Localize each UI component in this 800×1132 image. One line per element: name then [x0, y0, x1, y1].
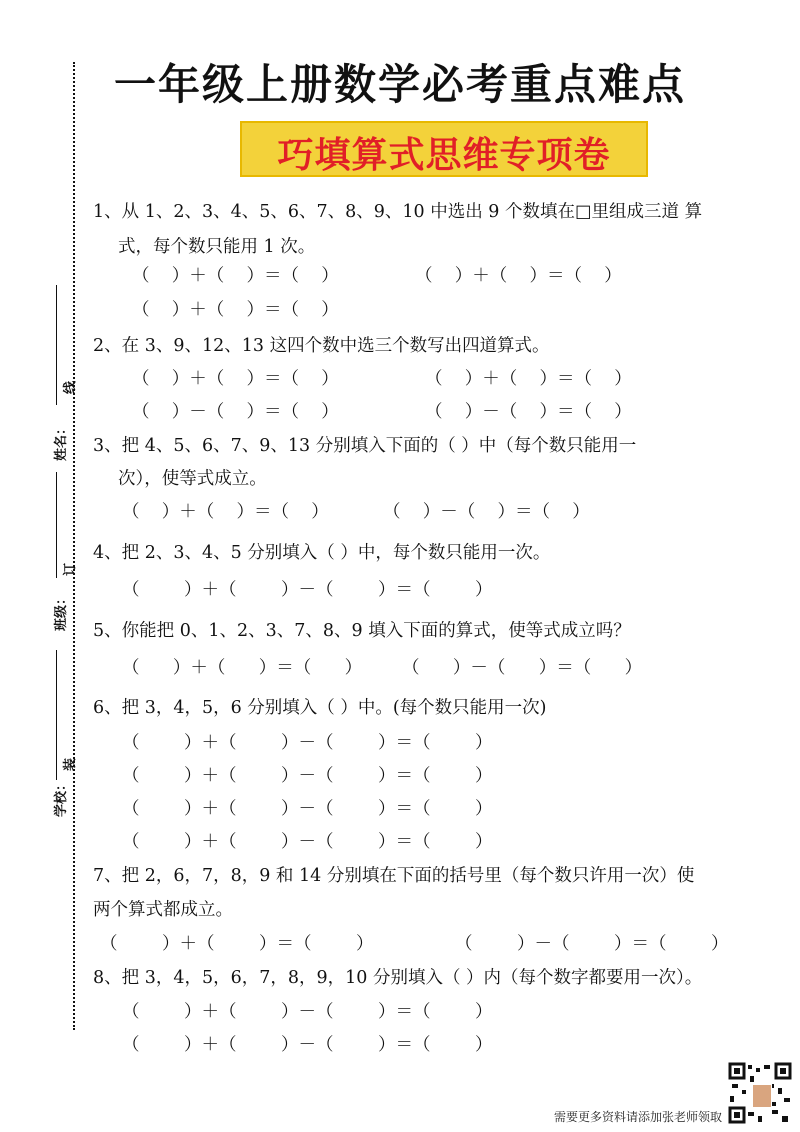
subtitle: 巧填算式思维专项卷 — [277, 135, 611, 176]
equation-blank[interactable]: （ ）＋（ ）＝（ ） — [425, 369, 632, 389]
question-7-continued: 两个算式都成立。 — [93, 900, 233, 920]
equation-blank[interactable]: （ ）－（ ）＝（ ） — [402, 658, 643, 678]
equation-blank[interactable]: （ ）＋（ ）－（ ）＝（ ） — [122, 1002, 493, 1022]
question-5: 5、你能把 0、1、2、3、7、8、9 填入下面的算式，使等式成立吗？ — [93, 621, 631, 641]
equation-blank[interactable]: （ ）－（ ）＝（ ） — [383, 502, 590, 522]
question-4: 4、把 2、3、4、5 分别填入（ ）中，每个数只能用一次。 — [93, 543, 551, 563]
question-7: 7、把 2，6，7，8，9 和 14 分别填在下面的括号里（每个数只许用一次）使 — [93, 866, 695, 886]
question-8: 8、把 3，4，5，6，7，8，9，10 分别填入（ ）内（每个数字都要用一次）。 — [93, 968, 703, 988]
binding-mark-line: 线 — [63, 380, 79, 395]
class-label: 班级： — [54, 591, 70, 632]
question-2: 2、在 3、9、12、13 这四个数中选三个数写出四道算式。 — [93, 336, 550, 356]
equation-blank[interactable]: （ ）－（ ）＝（ ） — [455, 934, 729, 954]
question-3-continued: 次），使等式成立。 — [118, 469, 267, 489]
equation-blank[interactable]: （ ）＋（ ）－（ ）＝（ ） — [122, 1035, 493, 1055]
equation-blank[interactable]: （ ）＋（ ）＝（ ） — [132, 369, 339, 389]
question-6: 6、把 3，4，5，6 分别填入（ ）中。(每个数只能用一次) — [93, 698, 547, 718]
binding-dotted-line — [73, 62, 75, 1030]
equation-blank[interactable]: （ ）＋（ ）－（ ）＝（ ） — [122, 580, 493, 600]
binding-mark-staple: 订 — [63, 562, 79, 577]
equation-blank[interactable]: （ ）－（ ）＝（ ） — [425, 402, 632, 422]
equation-blank[interactable]: （ ）＋（ ）＝（ ） — [415, 266, 622, 286]
equation-blank[interactable]: （ ）＋（ ）＝（ ） — [122, 502, 329, 522]
question-1: 1、从 1、2、3、4、5、6、7、8、9、10 中选出 9 个数填在□里组成三道 算 — [93, 202, 703, 222]
equation-blank[interactable]: （ ）－（ ）＝（ ） — [132, 402, 339, 422]
equation-blank[interactable]: （ ）＋（ ）－（ ）＝（ ） — [122, 799, 493, 819]
footer-note: 需要更多资料请添加张老师领取 — [554, 1110, 723, 1124]
avatar — [752, 1084, 772, 1108]
question-1-continued: 式，每个数只能用 1 次。 — [118, 237, 316, 257]
page-title: 一年级上册数学必考重点难点 — [113, 60, 686, 109]
class-blank-line — [56, 472, 57, 578]
equation-blank[interactable]: （ ）＋（ ）＝（ ） — [100, 934, 374, 954]
equation-blank[interactable]: （ ）＋（ ）＝（ ） — [132, 300, 339, 320]
question-3: 3、把 4、5、6、7、9、13 分别填入下面的（ ）中（每个数只能用一 — [93, 436, 637, 456]
equation-blank[interactable]: （ ）＋（ ）－（ ）＝（ ） — [122, 766, 493, 786]
equation-blank[interactable]: （ ）＋（ ）－（ ）＝（ ） — [122, 832, 493, 852]
name-blank-line — [56, 285, 57, 405]
equation-blank[interactable]: （ ）＋（ ）－（ ）＝（ ） — [122, 733, 493, 753]
equation-blank[interactable]: （ ）＋（ ）＝（ ） — [132, 266, 339, 286]
equation-blank[interactable]: （ ）＋（ ）＝（ ） — [122, 658, 363, 678]
binding-mark-bind: 装 — [63, 757, 79, 772]
school-label: 学校： — [54, 777, 70, 818]
school-blank-line — [56, 650, 57, 780]
subtitle-banner — [240, 121, 648, 177]
name-label: 姓名： — [54, 421, 70, 462]
